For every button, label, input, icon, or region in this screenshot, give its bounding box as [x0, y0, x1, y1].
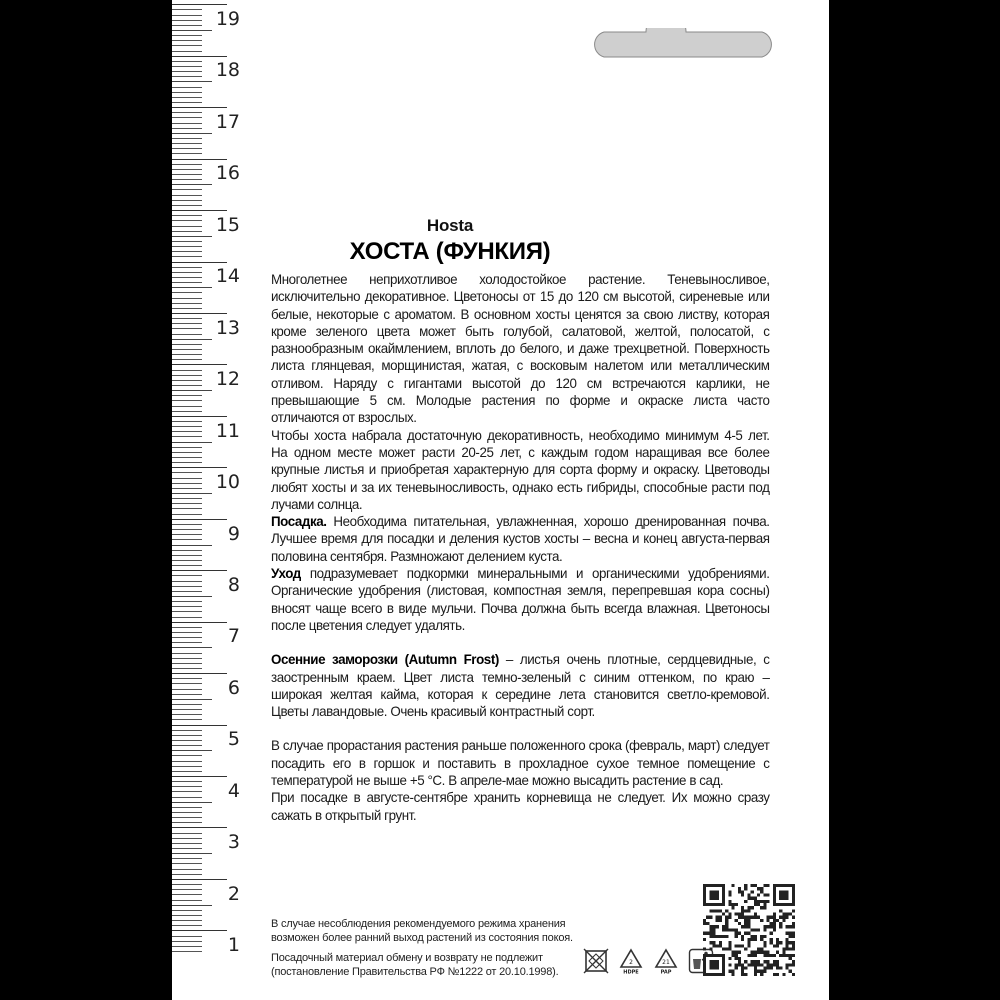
- ruler-tick: [172, 755, 202, 756]
- ruler-tick: [172, 328, 202, 329]
- ruler-tick: [172, 426, 202, 427]
- ruler-tick: [172, 730, 202, 731]
- ruler-tick: [172, 838, 202, 839]
- ruler-label: 13: [215, 316, 240, 339]
- ruler-tick: [172, 791, 202, 792]
- ruler-tick: [172, 689, 202, 690]
- ruler-tick: [172, 359, 202, 360]
- svg-text:2: 2: [629, 959, 633, 966]
- ruler-tick: [172, 678, 202, 679]
- ruler-tick: [172, 390, 212, 391]
- ruler-tick: [172, 894, 202, 895]
- ruler-tick: [172, 30, 212, 31]
- ruler-tick: [172, 653, 202, 654]
- ruler-tick: [172, 148, 202, 149]
- ruler-label: 11: [215, 419, 240, 442]
- ruler-tick: [172, 462, 202, 463]
- ruler-label: 1: [227, 934, 240, 957]
- ruler-major-tick: [172, 467, 227, 468]
- ruler-tick: [172, 421, 202, 422]
- ruler-tick: [172, 663, 202, 664]
- ruler-major-tick: [172, 930, 227, 931]
- ruler-tick: [172, 627, 202, 628]
- ruler-tick: [172, 189, 202, 190]
- ruler-tick: [172, 452, 202, 453]
- recycle-hdpe-icon: [618, 948, 644, 974]
- ruler-tick: [172, 596, 212, 597]
- ruler-tick: [172, 936, 202, 937]
- ruler-tick: [172, 637, 202, 638]
- ruler-tick: [172, 586, 202, 587]
- ruler-tick: [172, 87, 202, 88]
- ruler-tick: [172, 308, 202, 309]
- ruler-tick: [172, 478, 202, 479]
- ruler-tick: [172, 169, 202, 170]
- ruler-tick: [172, 802, 212, 803]
- ruler-tick: [172, 76, 202, 77]
- ruler-tick: [172, 339, 212, 340]
- ruler-tick: [172, 143, 202, 144]
- storage-note: [271, 917, 573, 945]
- ruler-tick: [172, 112, 202, 113]
- ruler-label: 12: [215, 368, 240, 391]
- ruler-tick: [172, 406, 202, 407]
- svg-text:21: 21: [662, 959, 670, 966]
- ruler-tick: [172, 71, 202, 72]
- ruler-tick: [172, 431, 202, 432]
- variety-label: Осенние заморозки (Autumn Frost): [271, 651, 499, 668]
- ruler-tick: [172, 611, 202, 612]
- description-body: [271, 271, 770, 824]
- ruler-tick: [172, 200, 202, 201]
- storage-note-line-1: В случае несоблюдения рекомендуемого режима хранения: [271, 918, 566, 930]
- recycle-pap-icon: [653, 948, 679, 974]
- ruler-label: 6: [227, 676, 240, 699]
- ruler-tick: [172, 694, 202, 695]
- ruler-tick: [172, 370, 202, 371]
- ruler-tick: [172, 20, 202, 21]
- ruler-tick: [172, 843, 202, 844]
- ruler-label: 18: [215, 59, 240, 82]
- ruler-tick: [172, 575, 202, 576]
- ruler-label: 7: [227, 625, 240, 648]
- ruler-tick: [172, 318, 202, 319]
- ruler-tick: [172, 236, 212, 237]
- ruler-tick: [172, 380, 202, 381]
- ruler-tick: [172, 334, 202, 335]
- ruler-tick: [172, 658, 202, 659]
- ruler-tick: [172, 910, 202, 911]
- ruler-tick: [172, 745, 202, 746]
- ruler-tick: [172, 606, 202, 607]
- ruler-tick: [172, 771, 202, 772]
- ruler-tick: [172, 35, 202, 36]
- ruler-tick: [172, 442, 212, 443]
- ruler-tick: [172, 920, 202, 921]
- ruler-tick: [172, 668, 202, 669]
- ruler-tick: [172, 581, 202, 582]
- ruler-major-tick: [172, 416, 227, 417]
- ruler-tick: [172, 457, 202, 458]
- ruler-tick: [172, 282, 202, 283]
- care-text: подразумевает подкормки минеральными и органическими удобрениями. Органические удобрения (листовая, компостная земля, перепревшая кора сосны) вносят чаще всего в виде мульчи. Почва должна быть всегда влажная. Цветоносы после цветения следует удалять.: [271, 565, 770, 633]
- ruler-major-tick: [172, 159, 227, 160]
- ruler-major-tick: [172, 313, 227, 314]
- ruler-tick: [172, 411, 202, 412]
- ruler-tick: [172, 719, 202, 720]
- packaging-icons: [583, 948, 714, 974]
- ruler-label: 3: [227, 831, 240, 854]
- ruler-tick: [172, 81, 212, 82]
- ruler-tick: [172, 117, 202, 118]
- autumn-planting-paragraph: При посадке в августе-сентябре хранить корневища не следует. Их можно сразу сажать в открытый грунт.: [271, 789, 770, 823]
- ruler-tick: [172, 508, 202, 509]
- ruler-major-tick: [172, 879, 227, 880]
- ruler-label: 9: [227, 522, 240, 545]
- ruler-tick: [172, 272, 202, 273]
- ruler-tick: [172, 303, 202, 304]
- ruler-tick: [172, 123, 202, 124]
- ruler-tick: [172, 807, 202, 808]
- ruler-tick: [172, 833, 202, 834]
- ruler-major-tick: [172, 776, 227, 777]
- ruler-major-tick: [172, 827, 227, 828]
- ruler-tick: [172, 565, 202, 566]
- ruler-tick: [172, 375, 202, 376]
- ruler-label: 15: [215, 213, 240, 236]
- ruler-label: 16: [215, 162, 240, 185]
- ruler-major-tick: [172, 210, 227, 211]
- ruler-tick: [172, 946, 202, 947]
- early-sprouting-paragraph: В случае прорастания растения раньше положенного срока (февраль, март) следует посадить его в горшок и поставить в прохладное сухое темное помещение с температурой не выше +5 °С. В апреле-мае можно высадить растение в сад.: [271, 737, 770, 789]
- ruler-label: 10: [215, 471, 240, 494]
- return-policy-note: [271, 951, 558, 979]
- ruler-tick: [172, 174, 202, 175]
- ruler-tick: [172, 488, 202, 489]
- ruler-tick: [172, 905, 212, 906]
- ruler-tick: [172, 642, 202, 643]
- variety-paragraph: [271, 651, 770, 720]
- ruler-tick: [172, 205, 202, 206]
- decorative-paragraph: Чтобы хоста набрала достаточную декоративность, необходимо минимум 4-5 лет. На одном месте может расти 20-25 лет, с каждым годом наращивая все более крупные листья и приобретая характерную для сорта форму и окраску. Цветоводы любят хосты и за их теневыносливость, однако есть гибриды, способные расти под лучами солнца.: [271, 426, 770, 512]
- ruler-tick: [172, 704, 202, 705]
- ruler-tick: [172, 709, 202, 710]
- ruler-tick: [172, 555, 202, 556]
- hang-slot: [590, 28, 776, 58]
- ruler-tick: [172, 483, 202, 484]
- storage-note-line-2: возможен более ранний выход растений из состояния покоя.: [271, 932, 573, 944]
- ruler-tick: [172, 781, 202, 782]
- ruler-tick: [172, 92, 202, 93]
- latin-name: Hosta: [426, 216, 474, 235]
- ruler-tick: [172, 164, 202, 165]
- ruler-tick: [172, 822, 202, 823]
- ruler-tick: [172, 354, 202, 355]
- ruler-tick: [172, 179, 202, 180]
- ruler-tick: [172, 647, 212, 648]
- cm-ruler: [172, 0, 242, 1000]
- ruler-tick: [172, 889, 202, 890]
- ruler-tick: [172, 133, 212, 134]
- ruler-tick: [172, 529, 202, 530]
- ruler-major-tick: [172, 725, 227, 726]
- ruler-tick: [172, 750, 212, 751]
- ruler-tick: [172, 632, 202, 633]
- ruler-major-tick: [172, 622, 227, 623]
- ruler-tick: [172, 812, 202, 813]
- ruler-tick: [172, 287, 212, 288]
- qr-code[interactable]: [703, 884, 795, 976]
- ruler-tick: [172, 524, 202, 525]
- ruler-tick: [172, 45, 202, 46]
- care-label: Уход: [271, 565, 301, 582]
- care-paragraph: [271, 565, 770, 634]
- ruler-tick: [172, 493, 212, 494]
- ruler-tick: [172, 539, 202, 540]
- ruler-tick: [172, 138, 202, 139]
- intro-paragraph: Многолетнее неприхотливое холодостойкое растение. Теневыносливое, исключительно декоративное. Цветоносы от 15 до 120 см высотой, сиреневые или белые, некоторые с ароматом. В основном хосты ценятся за свою листву, которая кроме зеленого цвета может быть голубой, салатовой, желтой, полосатой, с разнообразным окаймлением, вплоть до белого, и даже трехцветной. Поверхность листа глянцевая, морщинистая, жатая, с восковым налетом или металлическим отливом. Наряду с гигантами высотой до 120 см встречаются карлики, не превышающие 5 см. Молодые растения по форме и окраске листа часто отличаются от взрослых.: [271, 271, 770, 426]
- ruler-tick: [172, 735, 202, 736]
- ruler-tick: [172, 545, 212, 546]
- ruler-tick: [172, 858, 202, 859]
- product-title: ХОСТА (ФУНКИЯ): [349, 238, 551, 265]
- ruler-major-tick: [172, 570, 227, 571]
- ruler-tick: [172, 472, 202, 473]
- ruler-tick: [172, 385, 202, 386]
- ruler-tick: [172, 40, 202, 41]
- ruler-major-tick: [172, 364, 227, 365]
- ruler-tick: [172, 349, 202, 350]
- return-note-line-2: (постановление Правительства РФ №1222 от 20.10.1998).: [271, 966, 559, 978]
- ruler-tick: [172, 128, 202, 129]
- planting-label: Посадка.: [271, 513, 327, 530]
- ruler-label: 8: [227, 573, 240, 596]
- ruler-label: 4: [227, 779, 240, 802]
- ruler-major-tick: [172, 56, 227, 57]
- ruler-tick: [172, 395, 202, 396]
- ruler-major-tick: [172, 107, 227, 108]
- ruler-tick: [172, 447, 202, 448]
- ruler-tick: [172, 863, 202, 864]
- ruler-tick: [172, 9, 202, 10]
- ruler-tick: [172, 534, 202, 535]
- svg-text:PAP: PAP: [660, 969, 672, 974]
- ruler-tick: [172, 400, 202, 401]
- ruler-tick: [172, 15, 202, 16]
- ruler-major-tick: [172, 673, 227, 674]
- ruler-tick: [172, 436, 202, 437]
- ruler-tick: [172, 277, 202, 278]
- ruler-tick: [172, 25, 202, 26]
- ruler-tick: [172, 699, 212, 700]
- ruler-tick: [172, 344, 202, 345]
- ruler-tick: [172, 797, 202, 798]
- ruler-tick: [172, 869, 202, 870]
- ruler-tick: [172, 184, 212, 185]
- ruler-tick: [172, 853, 212, 854]
- ruler-tick: [172, 51, 202, 52]
- ruler-tick: [172, 66, 202, 67]
- ruler-tick: [172, 786, 202, 787]
- return-note-line-1: Посадочный материал обмену и возврату не подлежит: [271, 952, 543, 964]
- ruler-tick: [172, 267, 202, 268]
- ruler-tick: [172, 560, 202, 561]
- ruler-label: 14: [215, 265, 240, 288]
- ruler-tick: [172, 323, 202, 324]
- ruler-tick: [172, 617, 202, 618]
- ruler-label: 19: [215, 8, 240, 30]
- ruler-tick: [172, 761, 202, 762]
- ruler-tick: [172, 292, 202, 293]
- ruler-tick: [172, 740, 202, 741]
- no-wash-crossed-box-icon: [583, 948, 609, 974]
- svg-text:HDPE: HDPE: [623, 969, 639, 974]
- ruler-tick: [172, 97, 202, 98]
- ruler-tick: [172, 195, 202, 196]
- ruler-major-tick: [172, 519, 227, 520]
- ruler-label: 2: [227, 882, 240, 905]
- ruler-tick: [172, 503, 202, 504]
- planting-text: Необходима питательная, увлажненная, хорошо дренированная почва. Лучшее время для посадки и деления кустов хосты – весна и конец августа-первая половина сентября. Размножают делением куста.: [271, 513, 770, 564]
- ruler-tick: [172, 683, 202, 684]
- ruler-tick: [172, 884, 202, 885]
- ruler-tick: [172, 915, 202, 916]
- planting-paragraph: [271, 513, 770, 565]
- ruler-tick: [172, 498, 202, 499]
- ruler-tick: [172, 848, 202, 849]
- ruler-tick: [172, 766, 202, 767]
- ruler-tick: [172, 102, 202, 103]
- ruler-tick: [172, 550, 202, 551]
- ruler-tick: [172, 714, 202, 715]
- ruler-tick: [172, 817, 202, 818]
- ruler-tick: [172, 951, 202, 952]
- ruler-tick: [172, 925, 202, 926]
- ruler-tick: [172, 900, 202, 901]
- ruler-tick: [172, 941, 202, 942]
- variety-text: – листья очень плотные, сердцевидные, с заостренным краем. Цвет листа темно-зеленый с синим оттенком, по краю – широкая желтая кайма, которая к середине лета становится светло-кремовой. Цветы лавандовые. Очень красивый контрастный сорт.: [271, 651, 770, 720]
- ruler-tick: [172, 601, 202, 602]
- ruler-tick: [172, 153, 202, 154]
- ruler-major-tick: [172, 4, 227, 5]
- ruler-tick: [172, 591, 202, 592]
- ruler-tick: [172, 61, 202, 62]
- ruler-tick: [172, 874, 202, 875]
- ruler-tick: [172, 298, 202, 299]
- ruler-tick: [172, 514, 202, 515]
- ruler-label: 5: [227, 728, 240, 751]
- ruler-label: 17: [215, 110, 240, 133]
